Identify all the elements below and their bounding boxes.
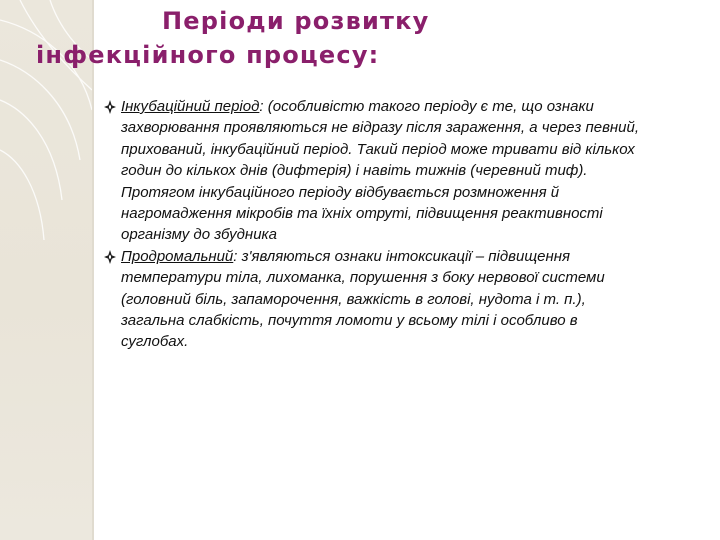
diamond-bullet-icon xyxy=(103,99,117,115)
slide-title xyxy=(36,4,696,72)
bullet-text xyxy=(121,246,643,353)
bullet-description: : з'являються ознаки інтоксикації – підвищення температури тіла, лихоманка, порушення з боку нервової системи (головний біль, запаморочення, важкість в голові, нудота і т. п.), загальна слабкість, почуття ломоти у всьому тілі і особливо в суглобах. xyxy=(121,247,605,351)
diamond-bullet-icon xyxy=(103,249,117,265)
bullet-term: Інкубаційний період xyxy=(121,98,260,115)
bullet-text xyxy=(121,96,643,246)
band-divider xyxy=(92,0,94,540)
bullet-item-prodromal xyxy=(103,246,643,353)
slide-body xyxy=(103,96,643,353)
bullet-item-incubation xyxy=(103,96,643,246)
slide-title-line-1: Періоди розвитку xyxy=(162,7,430,35)
bullet-term: Продромальний xyxy=(121,247,234,265)
slide-title-line-2: інфекційного процесу: xyxy=(36,41,380,69)
bullet-description: : (особливістю такого періоду є те, що ознаки захворювання проявляються не відразу після зараження, а через певний, прихований, інкубаційний період. Такий період може тривати від кількох годин до кількох днів (дифтерія) і навіть тижнів (черевний тиф). Протягом інкубаційного періоду відбувається розмноження й нагромадження мікробів та їхніх отруті, підвищення реактивності організму до збудника xyxy=(121,98,640,244)
